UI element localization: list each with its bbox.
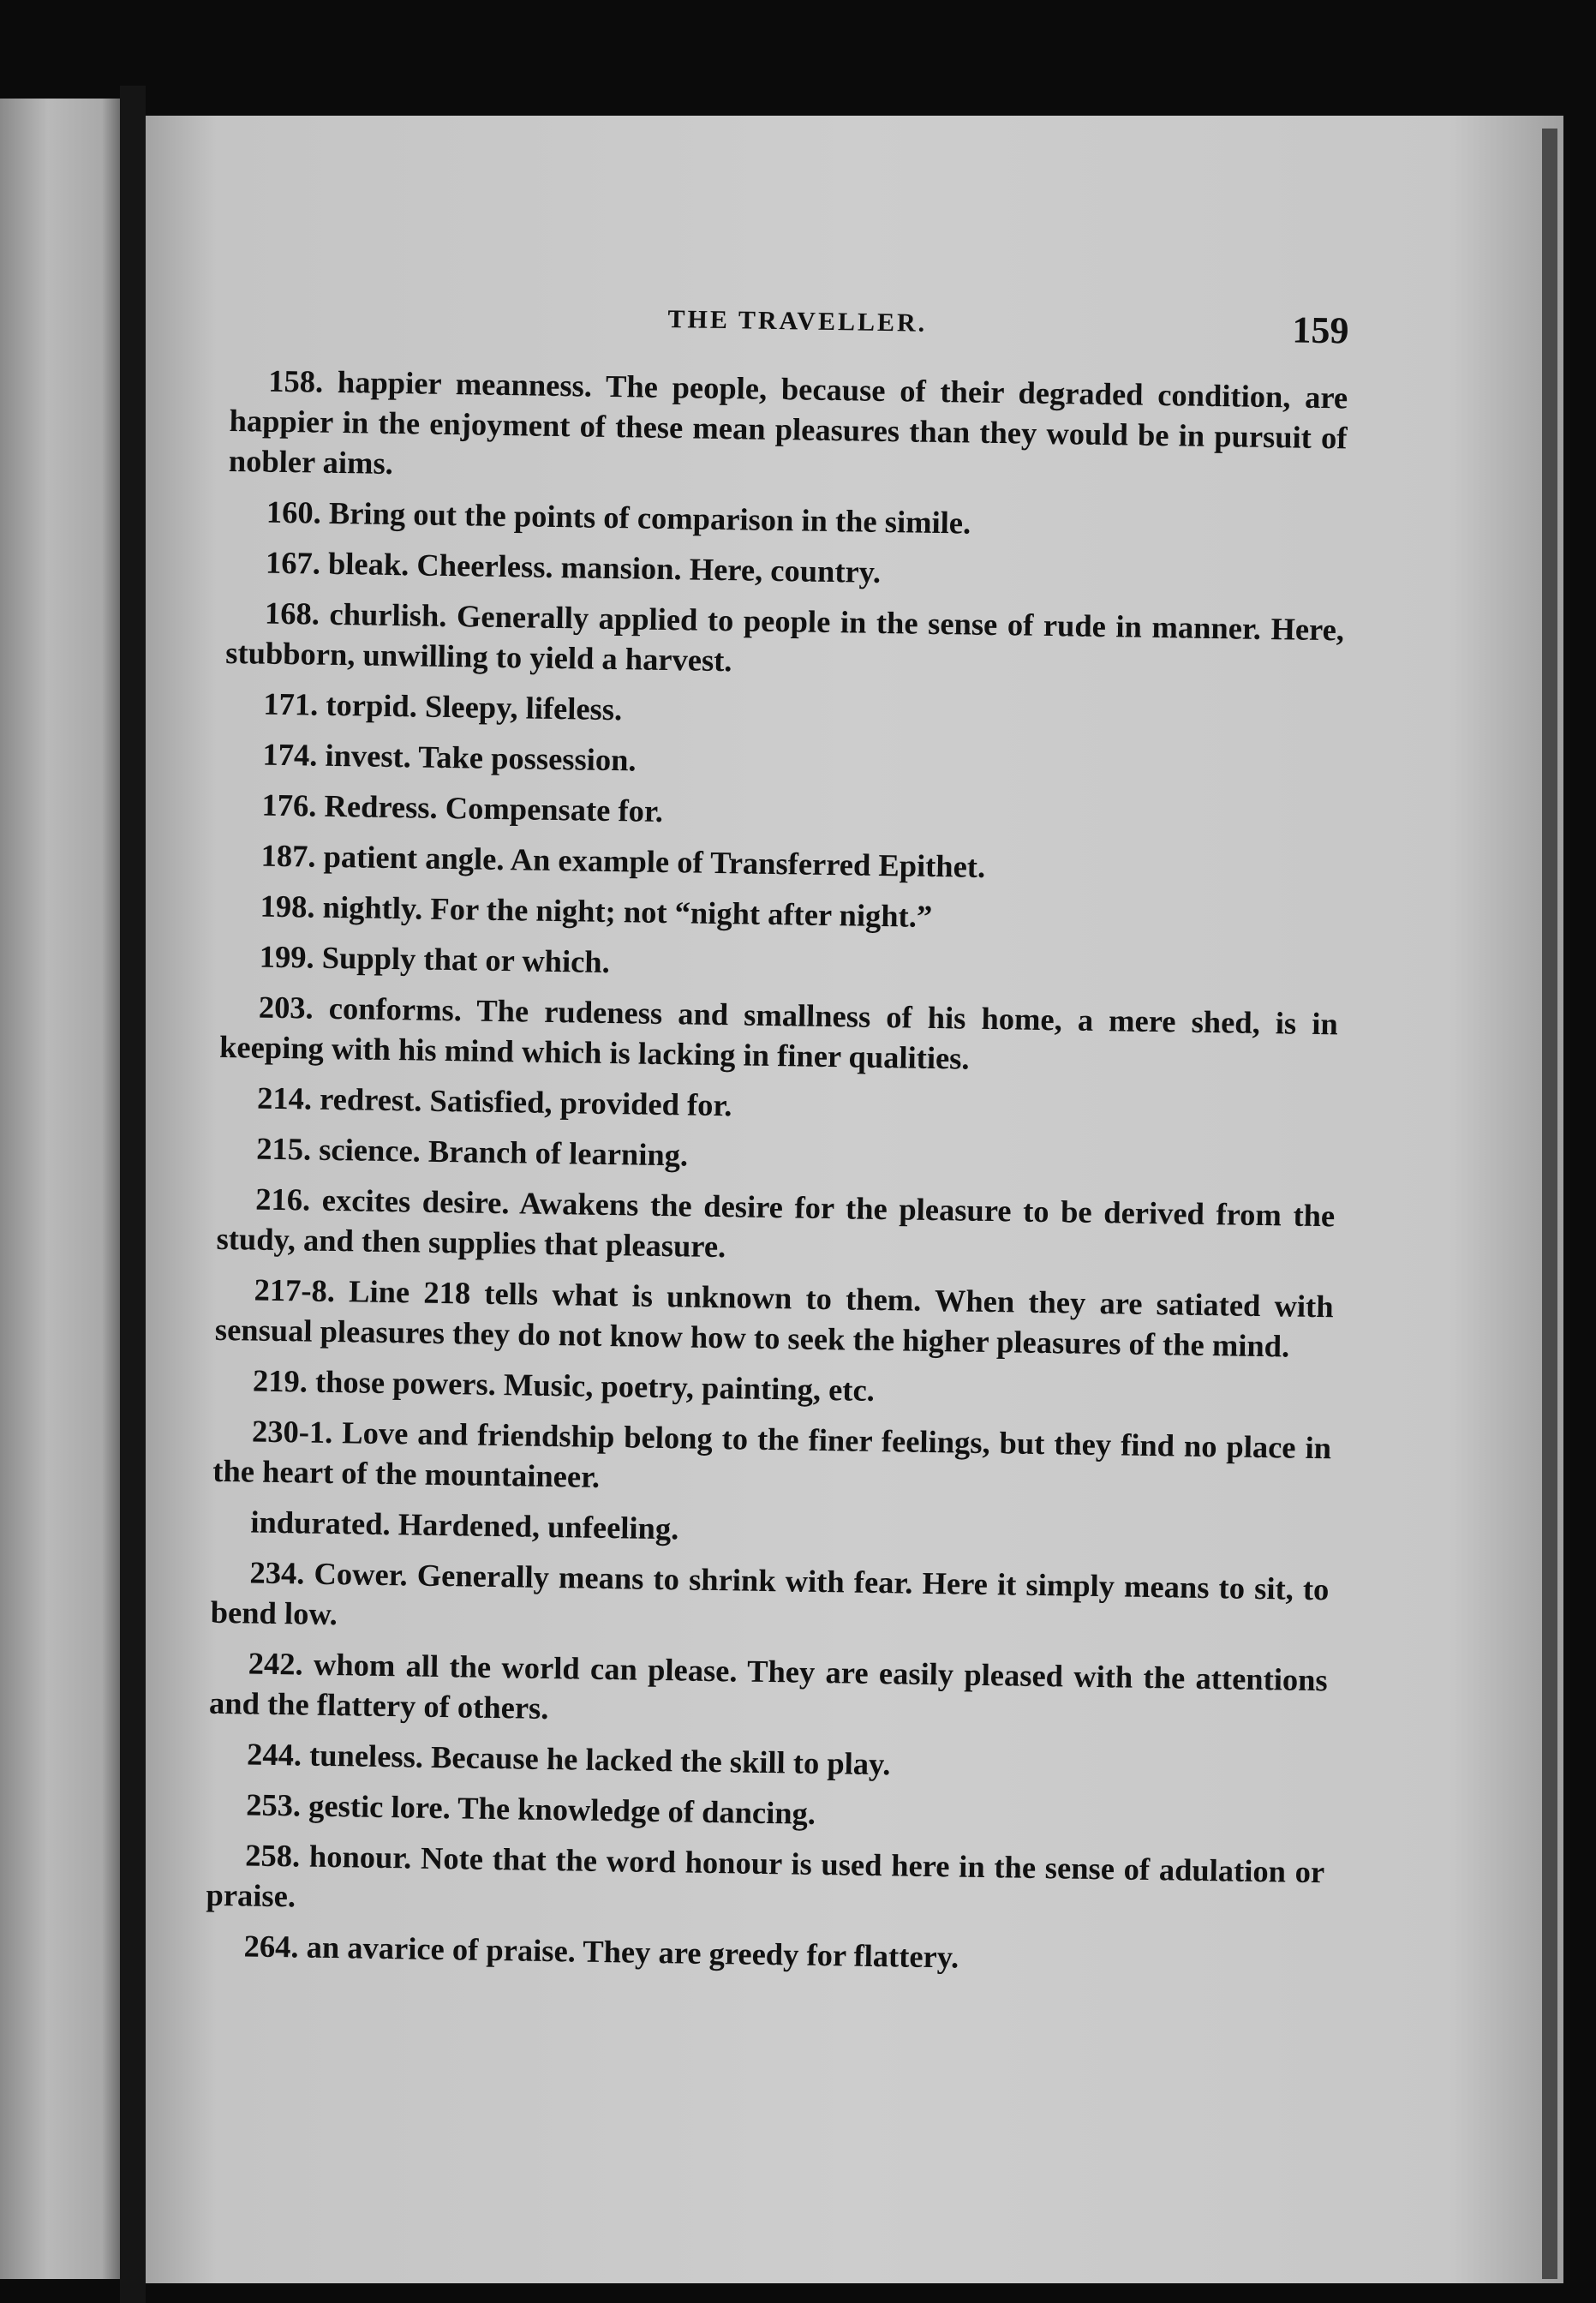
note-text: Line 218 tells what is unknown to them. When they are satiated with sensual pleasures they do not know how to seek the higher pleasures of the mind. [214,1273,1334,1364]
note-number: 199. [259,938,315,975]
note-item [218,1128,1336,1185]
note-text: Music, poetry, painting, etc. [503,1367,876,1408]
note-term: churlish. [329,595,447,633]
note-text: Branch of learning. [427,1133,689,1173]
note-text: Take possession. [418,739,637,778]
note-number: 160. [266,494,322,530]
note-term: an avarice of praise. [306,1929,577,1969]
note-number: 174. [262,736,318,773]
note-item [223,784,1342,841]
note-number: 171. [263,685,319,722]
note-number: 215. [255,1130,312,1167]
note-term: nightly. [322,888,423,926]
note-text: For the night; not “night after night.” [430,890,933,934]
note-text: Sleepy, lifeless. [424,688,623,727]
note-number: 230-1. [251,1413,333,1451]
note-item [221,885,1340,942]
note-text: The rudeness and smallness of his home, a mere shed, is in keeping with his mind which is lacking in finer qualities. [218,992,1339,1076]
note-item [208,1733,1327,1791]
note-term: redrest. [319,1080,422,1118]
page-right-edge [1542,129,1557,2279]
note-item [209,1642,1328,1740]
note-number: 214. [256,1080,313,1116]
note-item [215,1269,1334,1367]
note-item [220,936,1339,993]
note-item [206,1834,1324,1932]
note-term: conforms. [328,990,463,1028]
note-term: happier meanness. [337,363,593,404]
note-text: Bring out the points of comparison in the simile. [328,494,971,541]
note-term: excites desire. [321,1181,510,1221]
note-text: The people, because of their degraded condition, are happier in the enjoyment of these mean pleasures than they would be in pursuit of nobler aims. [228,368,1348,481]
note-text: Cheerless. mansion. Here, country. [416,547,882,589]
notes-list [205,360,1348,1983]
note-term: those powers. [314,1363,497,1403]
note-term: tuneless. [308,1737,424,1774]
note-number: 168. [264,595,320,631]
note-number: 219. [252,1362,308,1399]
note-text: Satisfied, provided for. [429,1082,732,1123]
note-number: 244. [246,1736,302,1773]
note-text: Note that the word honour is used here in the sense of adulation or praise. [206,1839,1325,1914]
note-number: 158. [268,362,324,399]
facing-page-edge [0,99,120,2279]
note-text: An example of Transferred Epithet. [510,841,986,884]
note-text: Because he lacked the skill to play. [430,1738,891,1782]
note-number: 264. [243,1928,299,1965]
note-item [214,1360,1333,1417]
page-content [205,291,1349,1993]
note-number: 167. [265,544,321,581]
book-gutter [120,86,146,2303]
note-item [228,491,1347,548]
note-term: Redress. [324,787,439,825]
note-term: Cower. [314,1555,409,1593]
note-term: science. [318,1131,421,1169]
note-text: Compensate for. [445,790,664,828]
note-text: Supply that or which. [321,939,611,980]
note-term: honour. [308,1838,412,1875]
note-number: 187. [260,837,316,874]
note-number: 234. [249,1554,305,1591]
note-term: gestic lore. [308,1787,451,1826]
note-item [219,986,1338,1084]
note-item [207,1784,1326,1841]
note-item [218,1077,1337,1134]
note-item [224,733,1342,791]
note-item [229,360,1348,498]
note-term: patient angle. [323,838,505,877]
note-text: The knowledge of dancing. [457,1790,816,1831]
note-item [225,592,1344,690]
note-item [227,541,1346,599]
note-text: They are easily pleased with the attentions and the flattery of others. [208,1653,1329,1726]
note-item [212,1410,1331,1508]
running-title: THE TRAVELLER. [667,305,928,338]
note-term: whom all the world can please. [313,1646,738,1689]
note-item [216,1178,1335,1276]
note-number: 253. [245,1786,302,1823]
page-number: 159 [1292,308,1349,352]
note-number: 258. [245,1837,301,1874]
note-text: Generally means to shrink with fear. Here it simply means to sit, to bend low. [210,1557,1330,1632]
note-number: 216. [255,1181,311,1217]
note-number: 217-8. [254,1271,336,1309]
note-text: Awakens the desire for the pleasure to be derived from the study, and then supplies that pleasure. [216,1185,1336,1265]
note-item [205,1925,1324,1983]
note-number: 203. [258,989,314,1026]
note-item [222,834,1341,892]
note-term: torpid. [326,686,418,724]
note-text: Love and friendship belong to the finer feelings, but they find no place in the heart of the mountaineer. [212,1415,1332,1494]
note-number: 176. [261,787,317,823]
note-item [210,1552,1329,1649]
note-item [224,683,1343,740]
note-text: Hardened, unfeeling. [398,1506,679,1546]
note-text: They are greedy for flattery. [583,1933,959,1975]
note-item [212,1501,1330,1558]
note-number: 198. [260,888,315,924]
note-text: Generally applied to people in the sense of rude in manner. Here, stubborn, unwilling to yield a harvest. [225,598,1345,679]
note-number: 242. [248,1645,304,1682]
note-term: indurated. [250,1504,392,1542]
note-term: bleak. [327,545,409,583]
note-term: invest. [325,737,412,775]
